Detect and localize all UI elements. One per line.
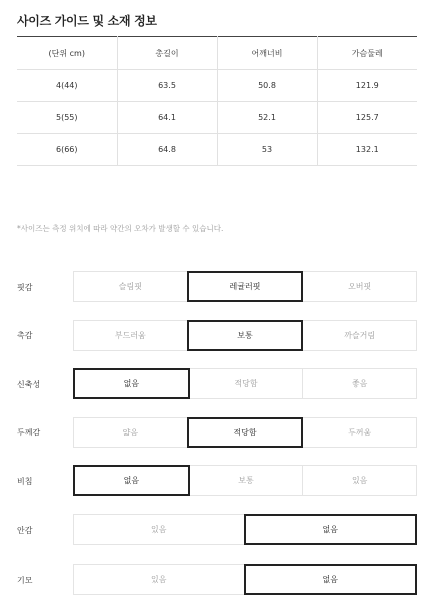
chest-cell: 132.1 <box>317 134 417 166</box>
header-total-length: 총길이 <box>117 37 217 70</box>
shoulder-width-cell: 52.1 <box>217 102 317 134</box>
option-none[interactable]: 없음 <box>73 465 190 496</box>
option-none[interactable]: 없음 <box>244 514 418 545</box>
attr-label-thickness: 두께감 <box>17 428 41 437</box>
attr-group-lining <box>73 514 417 545</box>
option-rough[interactable]: 까슬거림 <box>302 320 417 351</box>
attr-group-stretch <box>73 368 417 399</box>
header-shoulder-width: 어깨너비 <box>217 37 317 70</box>
attr-label-brushed: 기모 <box>17 576 33 585</box>
option-yes[interactable]: 있음 <box>73 564 245 595</box>
option-over-fit[interactable]: 오버핏 <box>302 271 417 302</box>
option-none[interactable]: 없음 <box>244 564 418 595</box>
total-length-cell: 63.5 <box>117 70 217 102</box>
option-moderate[interactable]: 적당함 <box>187 417 304 448</box>
total-length-cell: 64.1 <box>117 102 217 134</box>
size-guide-table <box>17 36 417 166</box>
option-soft[interactable]: 부드러움 <box>73 320 188 351</box>
shoulder-width-cell: 53 <box>217 134 317 166</box>
option-moderate[interactable]: 적당함 <box>189 368 304 399</box>
header-unit: (단위 cm) <box>17 37 117 70</box>
table-row <box>17 70 417 102</box>
size-cell: 4(44) <box>17 70 117 102</box>
attr-label-touch: 촉감 <box>17 331 33 340</box>
option-normal[interactable]: 보통 <box>187 320 304 351</box>
size-cell: 5(55) <box>17 102 117 134</box>
shoulder-width-cell: 50.8 <box>217 70 317 102</box>
attr-group-brushed <box>73 564 417 595</box>
attr-group-fit <box>73 271 417 302</box>
attr-group-touch <box>73 320 417 351</box>
option-regular-fit[interactable]: 레귤러핏 <box>187 271 304 302</box>
table-header-row <box>17 37 417 70</box>
table-row <box>17 134 417 166</box>
size-note: *사이즈는 측정 위치에 따라 약간의 오차가 발생할 수 있습니다. <box>17 224 224 233</box>
option-yes[interactable]: 있음 <box>302 465 417 496</box>
total-length-cell: 64.8 <box>117 134 217 166</box>
attr-label-stretch: 신축성 <box>17 380 41 389</box>
attr-group-sheerness <box>73 465 417 496</box>
option-thin[interactable]: 얇음 <box>73 417 188 448</box>
option-slim-fit[interactable]: 슬림핏 <box>73 271 188 302</box>
attr-label-fit: 핏감 <box>17 283 33 292</box>
table-row <box>17 102 417 134</box>
chest-cell: 125.7 <box>317 102 417 134</box>
option-thick[interactable]: 두꺼움 <box>302 417 417 448</box>
option-normal[interactable]: 보통 <box>189 465 304 496</box>
option-yes[interactable]: 있음 <box>73 514 245 545</box>
size-cell: 6(66) <box>17 134 117 166</box>
option-none[interactable]: 없음 <box>73 368 190 399</box>
attr-label-sheerness: 비침 <box>17 477 33 486</box>
attr-label-lining: 안감 <box>17 526 33 535</box>
chest-cell: 121.9 <box>317 70 417 102</box>
attr-group-thickness <box>73 417 417 448</box>
page-title: 사이즈 가이드 및 소재 정보 <box>17 14 157 28</box>
header-chest: 가슴둘레 <box>317 37 417 70</box>
option-good[interactable]: 좋음 <box>302 368 417 399</box>
